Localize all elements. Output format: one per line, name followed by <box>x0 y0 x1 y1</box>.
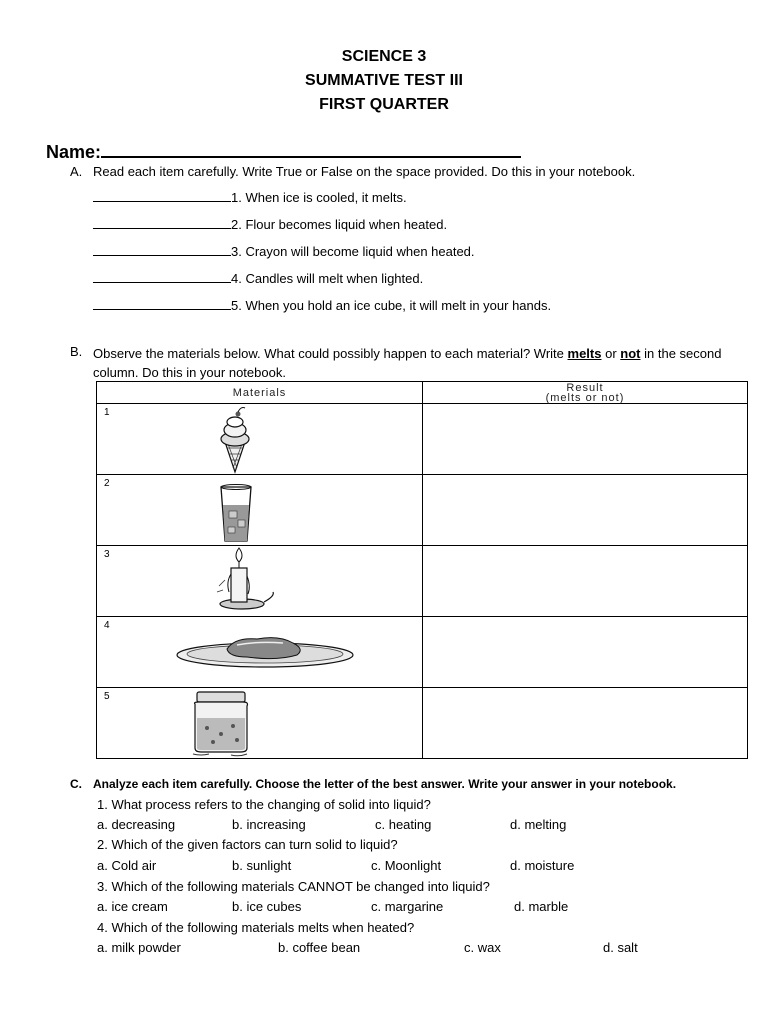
answer-blank <box>93 271 231 283</box>
option: b. coffee bean <box>278 940 361 955</box>
table-row <box>97 688 748 759</box>
row-number: 2 <box>104 478 110 489</box>
materials-table <box>96 381 748 759</box>
section-a-instruction: Read each item carefully. Write True or False on the space provided. Do this in your notebook. <box>93 164 636 179</box>
tf-item-text: 2. Flour becomes liquid when heated. <box>231 217 448 232</box>
option: c. heating <box>375 817 432 832</box>
option: a. milk powder <box>97 940 181 955</box>
section-c-instruction: Analyze each item carefully. Choose the letter of the best answer. Write your answer in your notebook. <box>93 777 677 791</box>
option: d. marble <box>514 899 569 914</box>
result-cell[interactable] <box>423 475 748 546</box>
tf-item <box>93 244 475 259</box>
keyword-not: not <box>620 346 641 361</box>
material-cell <box>97 404 423 475</box>
tf-item-text: 3. Crayon will become liquid when heated. <box>231 244 475 259</box>
option: d. melting <box>510 817 567 832</box>
result-cell[interactable] <box>423 617 748 688</box>
section-b-label: B. <box>70 344 83 359</box>
option: d. salt <box>603 940 638 955</box>
tf-item <box>93 190 407 205</box>
option: a. Cold air <box>97 858 157 873</box>
option: a. decreasing <box>97 817 176 832</box>
jar-icon <box>97 688 422 758</box>
option: c. margarine <box>371 899 444 914</box>
tf-item <box>93 298 551 313</box>
option: b. increasing <box>232 817 306 832</box>
ice-cream-cone-icon <box>97 404 422 474</box>
table-row <box>97 546 748 617</box>
tf-item <box>93 217 447 232</box>
material-cell <box>97 475 423 546</box>
option: b. ice cubes <box>232 899 302 914</box>
answer-blank <box>93 298 231 310</box>
option: a. ice cream <box>97 899 168 914</box>
question-text: 2. Which of the given factors can turn solid to liquid? <box>97 837 398 852</box>
result-cell[interactable] <box>423 688 748 759</box>
test-header <box>0 45 768 117</box>
subject-title: SCIENCE 3 <box>341 48 427 65</box>
answer-blank <box>93 217 231 229</box>
name-field <box>46 140 521 163</box>
material-cell <box>97 617 423 688</box>
result-column-header: Result (melts or not) <box>423 382 748 404</box>
name-label: Name: <box>46 142 102 162</box>
quarter-title: FIRST QUARTER <box>319 96 449 113</box>
question-text: 1. What process refers to the changing of solid into liquid? <box>97 797 431 812</box>
keyword-melts: melts <box>567 346 602 361</box>
material-cell <box>97 546 423 617</box>
table-row <box>97 404 748 475</box>
butter-on-plate-icon <box>97 617 422 687</box>
tf-item-text: 5. When you hold an ice cube, it will melt in your hands. <box>231 298 552 313</box>
name-blank <box>101 140 521 158</box>
row-number: 1 <box>104 407 110 418</box>
table-row <box>97 617 748 688</box>
row-number: 3 <box>104 549 110 560</box>
option: c. Moonlight <box>371 858 442 873</box>
material-cell <box>97 688 423 759</box>
tf-item-text: 4. Candles will melt when lighted. <box>231 271 424 286</box>
candle-icon <box>97 546 422 616</box>
tf-item <box>93 271 423 286</box>
option: b. sunlight <box>232 858 292 873</box>
option: c. wax <box>464 940 501 955</box>
section-c-label: C. <box>70 777 82 791</box>
row-number: 5 <box>104 691 110 702</box>
tf-item-text: 1. When ice is cooled, it melts. <box>231 190 407 205</box>
result-cell[interactable] <box>423 404 748 475</box>
glass-of-water-icon <box>97 475 422 545</box>
materials-column-header: Materials <box>97 382 423 404</box>
option: d. moisture <box>510 858 575 873</box>
result-cell[interactable] <box>423 546 748 617</box>
test-title: SUMMATIVE TEST III <box>305 72 463 89</box>
table-row <box>97 475 748 546</box>
section-b-instruction: Observe the materials below. What could possibly happen to each material? Write melts or not in the second column. Do this in your notebook. <box>93 346 722 380</box>
answer-blank <box>93 244 231 256</box>
section-a-label: A. <box>70 164 83 179</box>
question-text: 4. Which of the following materials melts when heated? <box>97 920 415 935</box>
question-text: 3. Which of the following materials CANNOT be changed into liquid? <box>97 879 490 894</box>
row-number: 4 <box>104 620 110 631</box>
answer-blank <box>93 190 231 202</box>
